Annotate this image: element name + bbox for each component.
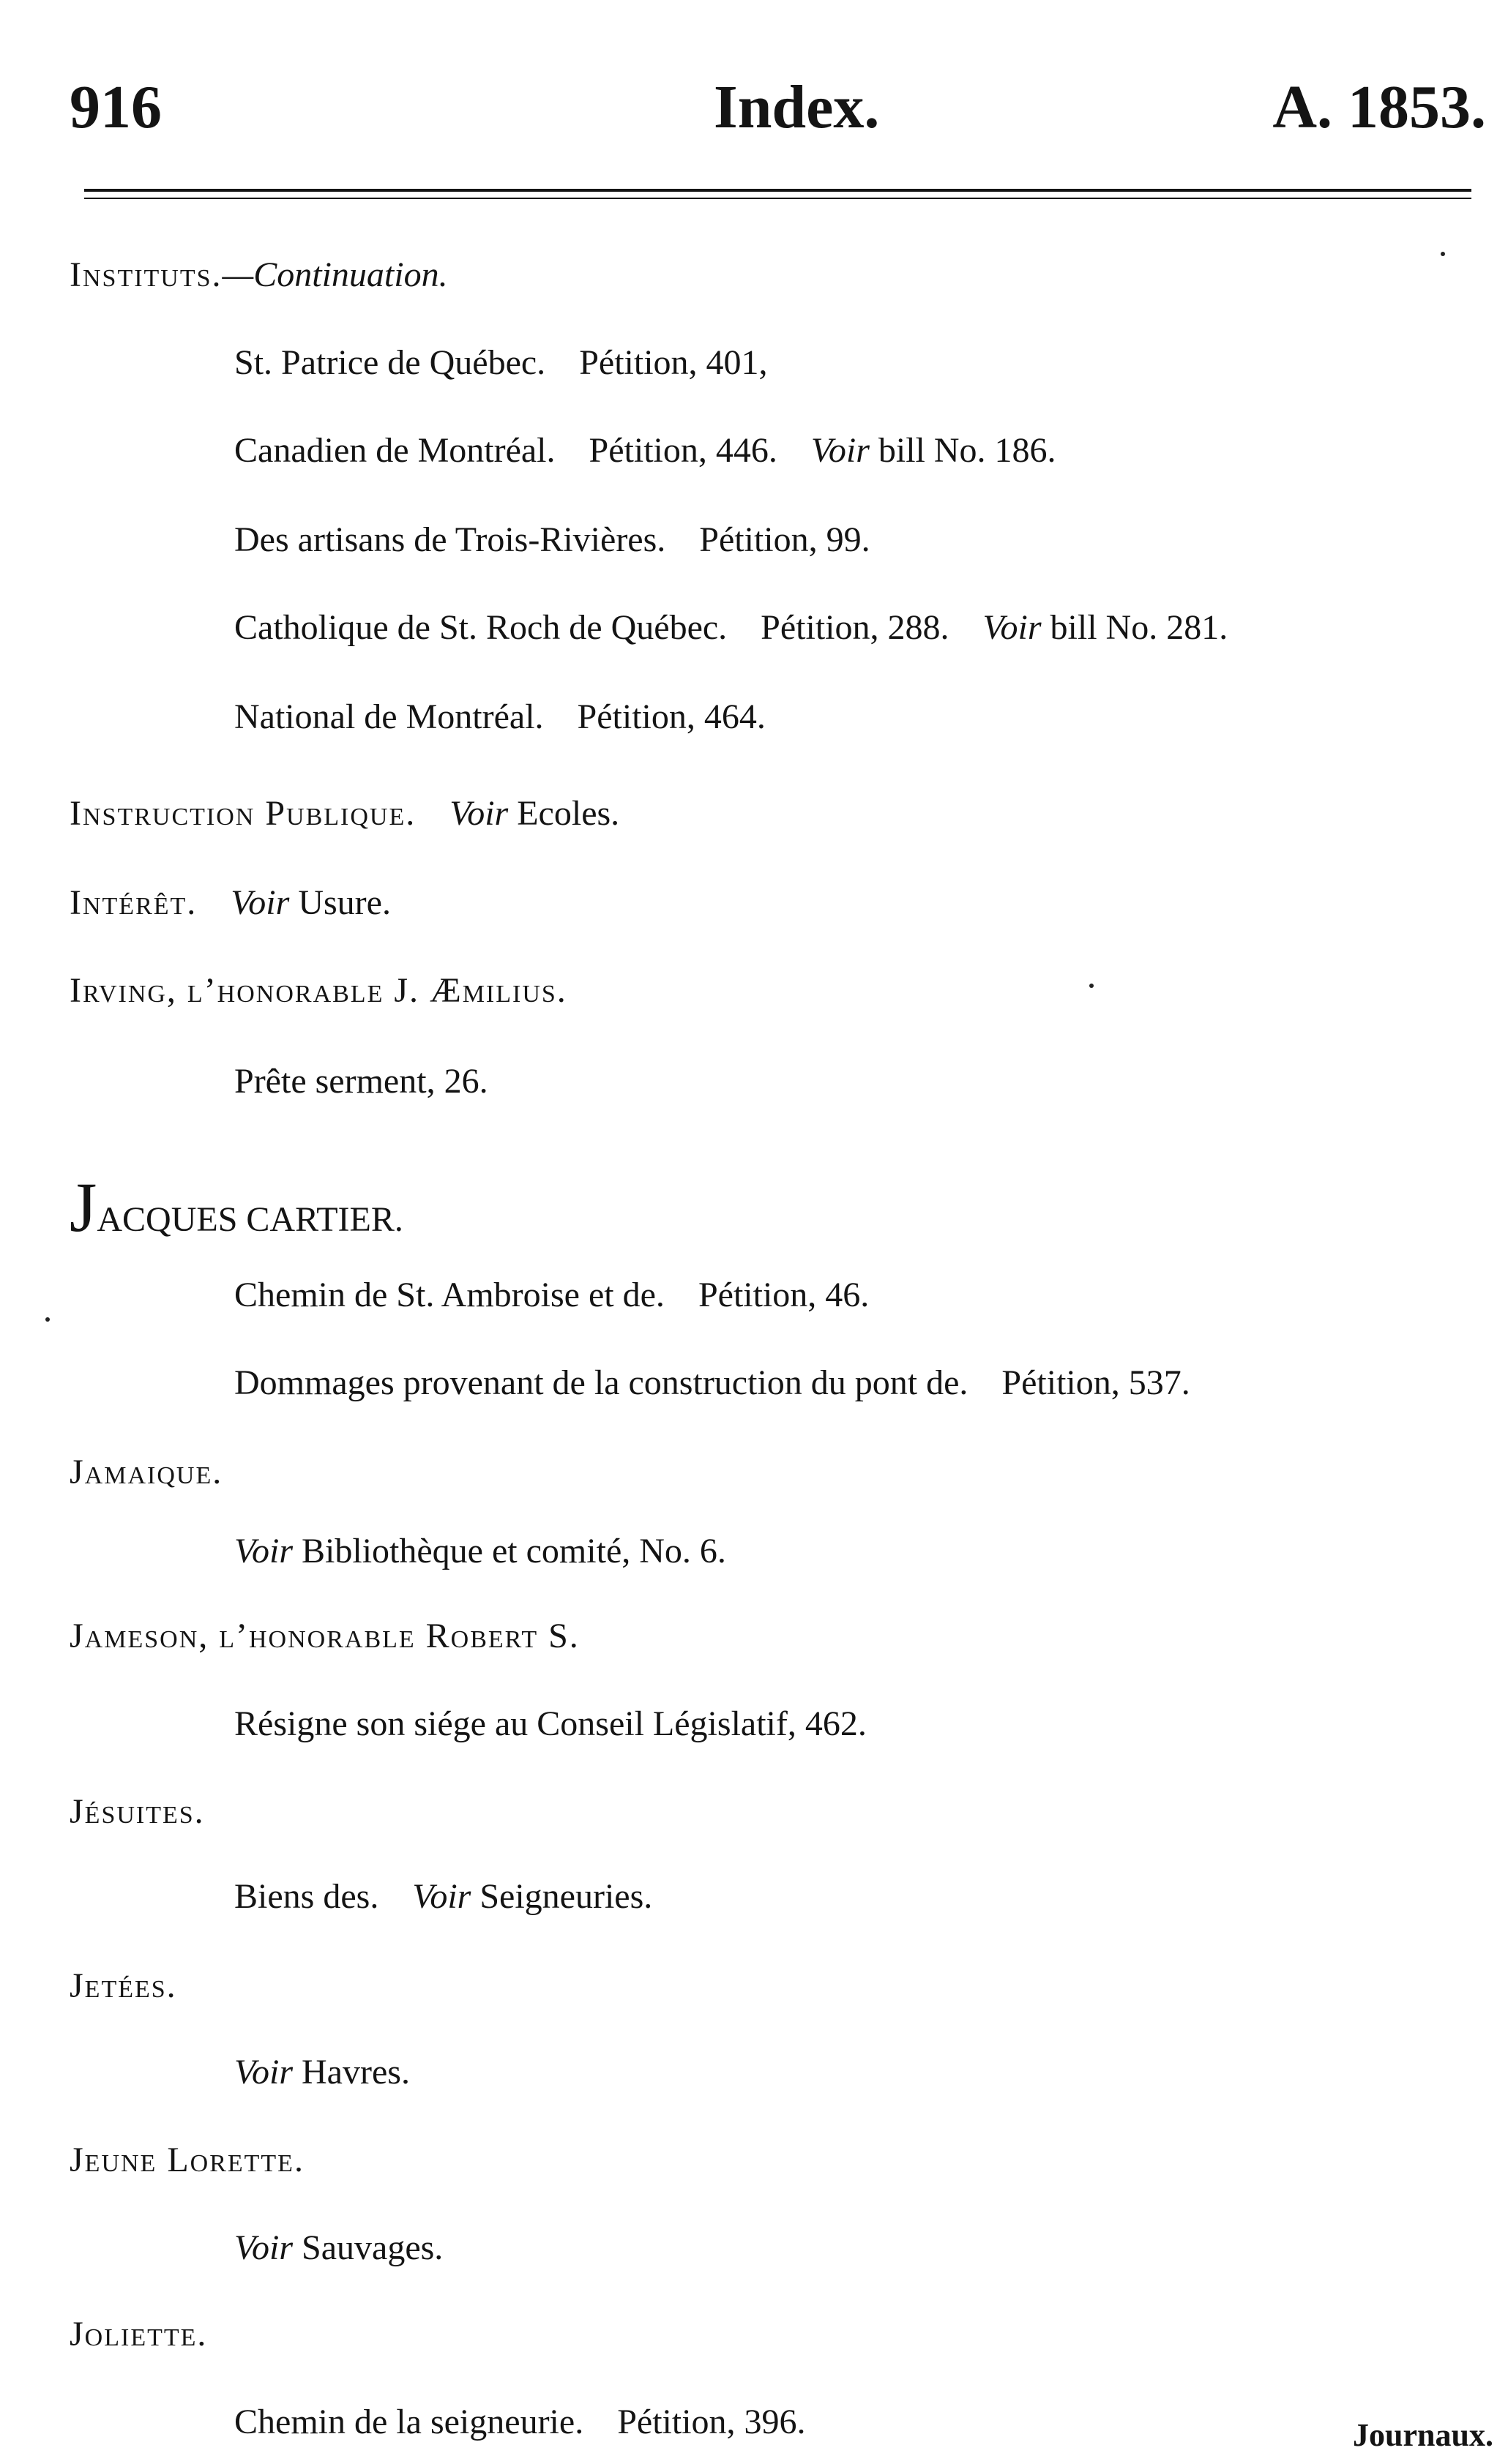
cross-reference: bill No. 186.: [878, 431, 1056, 470]
sub-entry: [234, 429, 1056, 473]
voir-label: Voir: [234, 2053, 294, 2092]
cross-reference: Seigneuries.: [479, 1877, 653, 1916]
entry-heading-jetees: [70, 1964, 177, 2008]
cross-reference: bill No. 281.: [1050, 608, 1228, 647]
sub-entry: [234, 695, 766, 739]
print-speck: [1441, 252, 1445, 256]
cross-reference: Sauvages.: [302, 2228, 444, 2267]
sub-entry-text: Canadien de Montréal.: [234, 431, 556, 470]
sub-entry: [234, 1060, 488, 1104]
entry-heading-jeune-lorette: [70, 2138, 305, 2182]
page-title: Index.: [714, 73, 880, 141]
sub-entry-reference: Pétition, 288.: [761, 608, 949, 647]
sub-entry: [234, 2400, 806, 2444]
entry-heading-interet: [70, 881, 391, 925]
sub-entry-reference: Pétition, 464.: [577, 697, 766, 736]
heading-text: Jamaique.: [70, 1453, 223, 1491]
entry-heading-jesuites: [70, 1790, 205, 1834]
voir-label: Voir: [231, 883, 290, 922]
heading-text: Jetées.: [70, 1966, 177, 2005]
heading-text: Instruction Publique.: [70, 794, 417, 833]
header-rule-thick: [84, 189, 1471, 192]
heading-initial: J: [70, 1168, 97, 1246]
entry-heading-instruction-publique: [70, 792, 619, 836]
sub-entry: [234, 1875, 652, 1919]
sub-entry-reference: Pétition, 537.: [1001, 1363, 1190, 1402]
sub-entry: [234, 341, 768, 385]
sub-entry-text: National de Montréal.: [234, 697, 544, 736]
sub-entry-reference: Pétition, 446.: [589, 431, 777, 470]
heading-text: Jeune Lorette.: [70, 2141, 305, 2179]
entry-heading-jacques-cartier: [70, 1168, 403, 1246]
cross-reference: Havres.: [302, 2053, 410, 2092]
sub-entry-text: St. Patrice de Québec.: [234, 343, 546, 382]
voir-label: Voir: [810, 431, 870, 470]
sub-entry-text: Prête serment, 26.: [234, 1062, 488, 1101]
sub-entry: [234, 1361, 1190, 1405]
print-speck: [45, 1317, 50, 1322]
sub-entry: [234, 518, 870, 562]
sub-entry-reference: Pétition, 396.: [617, 2403, 806, 2441]
heading-text: Jésuites.: [70, 1792, 205, 1831]
sub-entry-text: Biens des.: [234, 1877, 379, 1916]
cross-reference: Ecoles.: [517, 794, 620, 833]
entry-heading-instituts: [70, 253, 448, 297]
print-speck: [1089, 984, 1094, 988]
entry-heading-joliette: [70, 2313, 207, 2356]
header-rule-thin: [84, 198, 1471, 199]
page-year: A. 1853.: [1272, 73, 1486, 141]
cross-reference: Usure.: [298, 883, 391, 922]
sub-entry-text: Dommages provenant de la construction du pont de.: [234, 1363, 968, 1402]
sub-entry: [234, 606, 1228, 650]
voir-label: Voir: [449, 794, 509, 833]
sub-entry-text: Des artisans de Trois-Rivières.: [234, 520, 666, 559]
sub-entry: [234, 1273, 869, 1317]
sub-entry-text: Chemin de St. Ambroise et de.: [234, 1276, 665, 1314]
page-number: 916: [70, 73, 162, 141]
sub-entry: [234, 1702, 867, 1746]
sub-entry-reference: Pétition, 401,: [579, 343, 768, 382]
heading-text: Jameson, l’honorable Robert S.: [70, 1617, 580, 1655]
sub-entry: [234, 2051, 410, 2094]
sub-entry-text: Résigne son siége au Conseil Législatif, 462.: [234, 1704, 867, 1743]
voir-label: Voir: [234, 1532, 294, 1570]
heading-text: Instituts.: [70, 255, 223, 294]
heading-text: ACQUES CARTIER.: [97, 1200, 403, 1239]
entry-heading-jameson: [70, 1614, 580, 1658]
cross-reference: Bibliothèque et comité, No. 6.: [302, 1532, 726, 1570]
heading-text: Joliette.: [70, 2315, 208, 2353]
entry-heading-irving: [70, 969, 567, 1013]
catchword: Journaux.: [1353, 2417, 1493, 2453]
heading-text: Irving, l’honorable J. Æmilius.: [70, 971, 567, 1010]
voir-label: Voir: [234, 2228, 294, 2267]
sub-entry: [234, 2226, 443, 2270]
entry-heading-jamaique: [70, 1450, 223, 1494]
sub-entry: [234, 1529, 726, 1573]
voir-label: Voir: [982, 608, 1042, 647]
sub-entry-text: Catholique de St. Roch de Québec.: [234, 608, 728, 647]
sub-entry-reference: Pétition, 46.: [698, 1276, 870, 1314]
sub-entry-reference: Pétition, 99.: [699, 520, 870, 559]
sub-entry-text: Chemin de la seigneurie.: [234, 2403, 584, 2441]
heading-suffix: —Continuation.: [222, 255, 448, 294]
page-header: [70, 67, 1486, 148]
voir-label: Voir: [412, 1877, 471, 1916]
heading-text: Intérêt.: [70, 883, 198, 922]
